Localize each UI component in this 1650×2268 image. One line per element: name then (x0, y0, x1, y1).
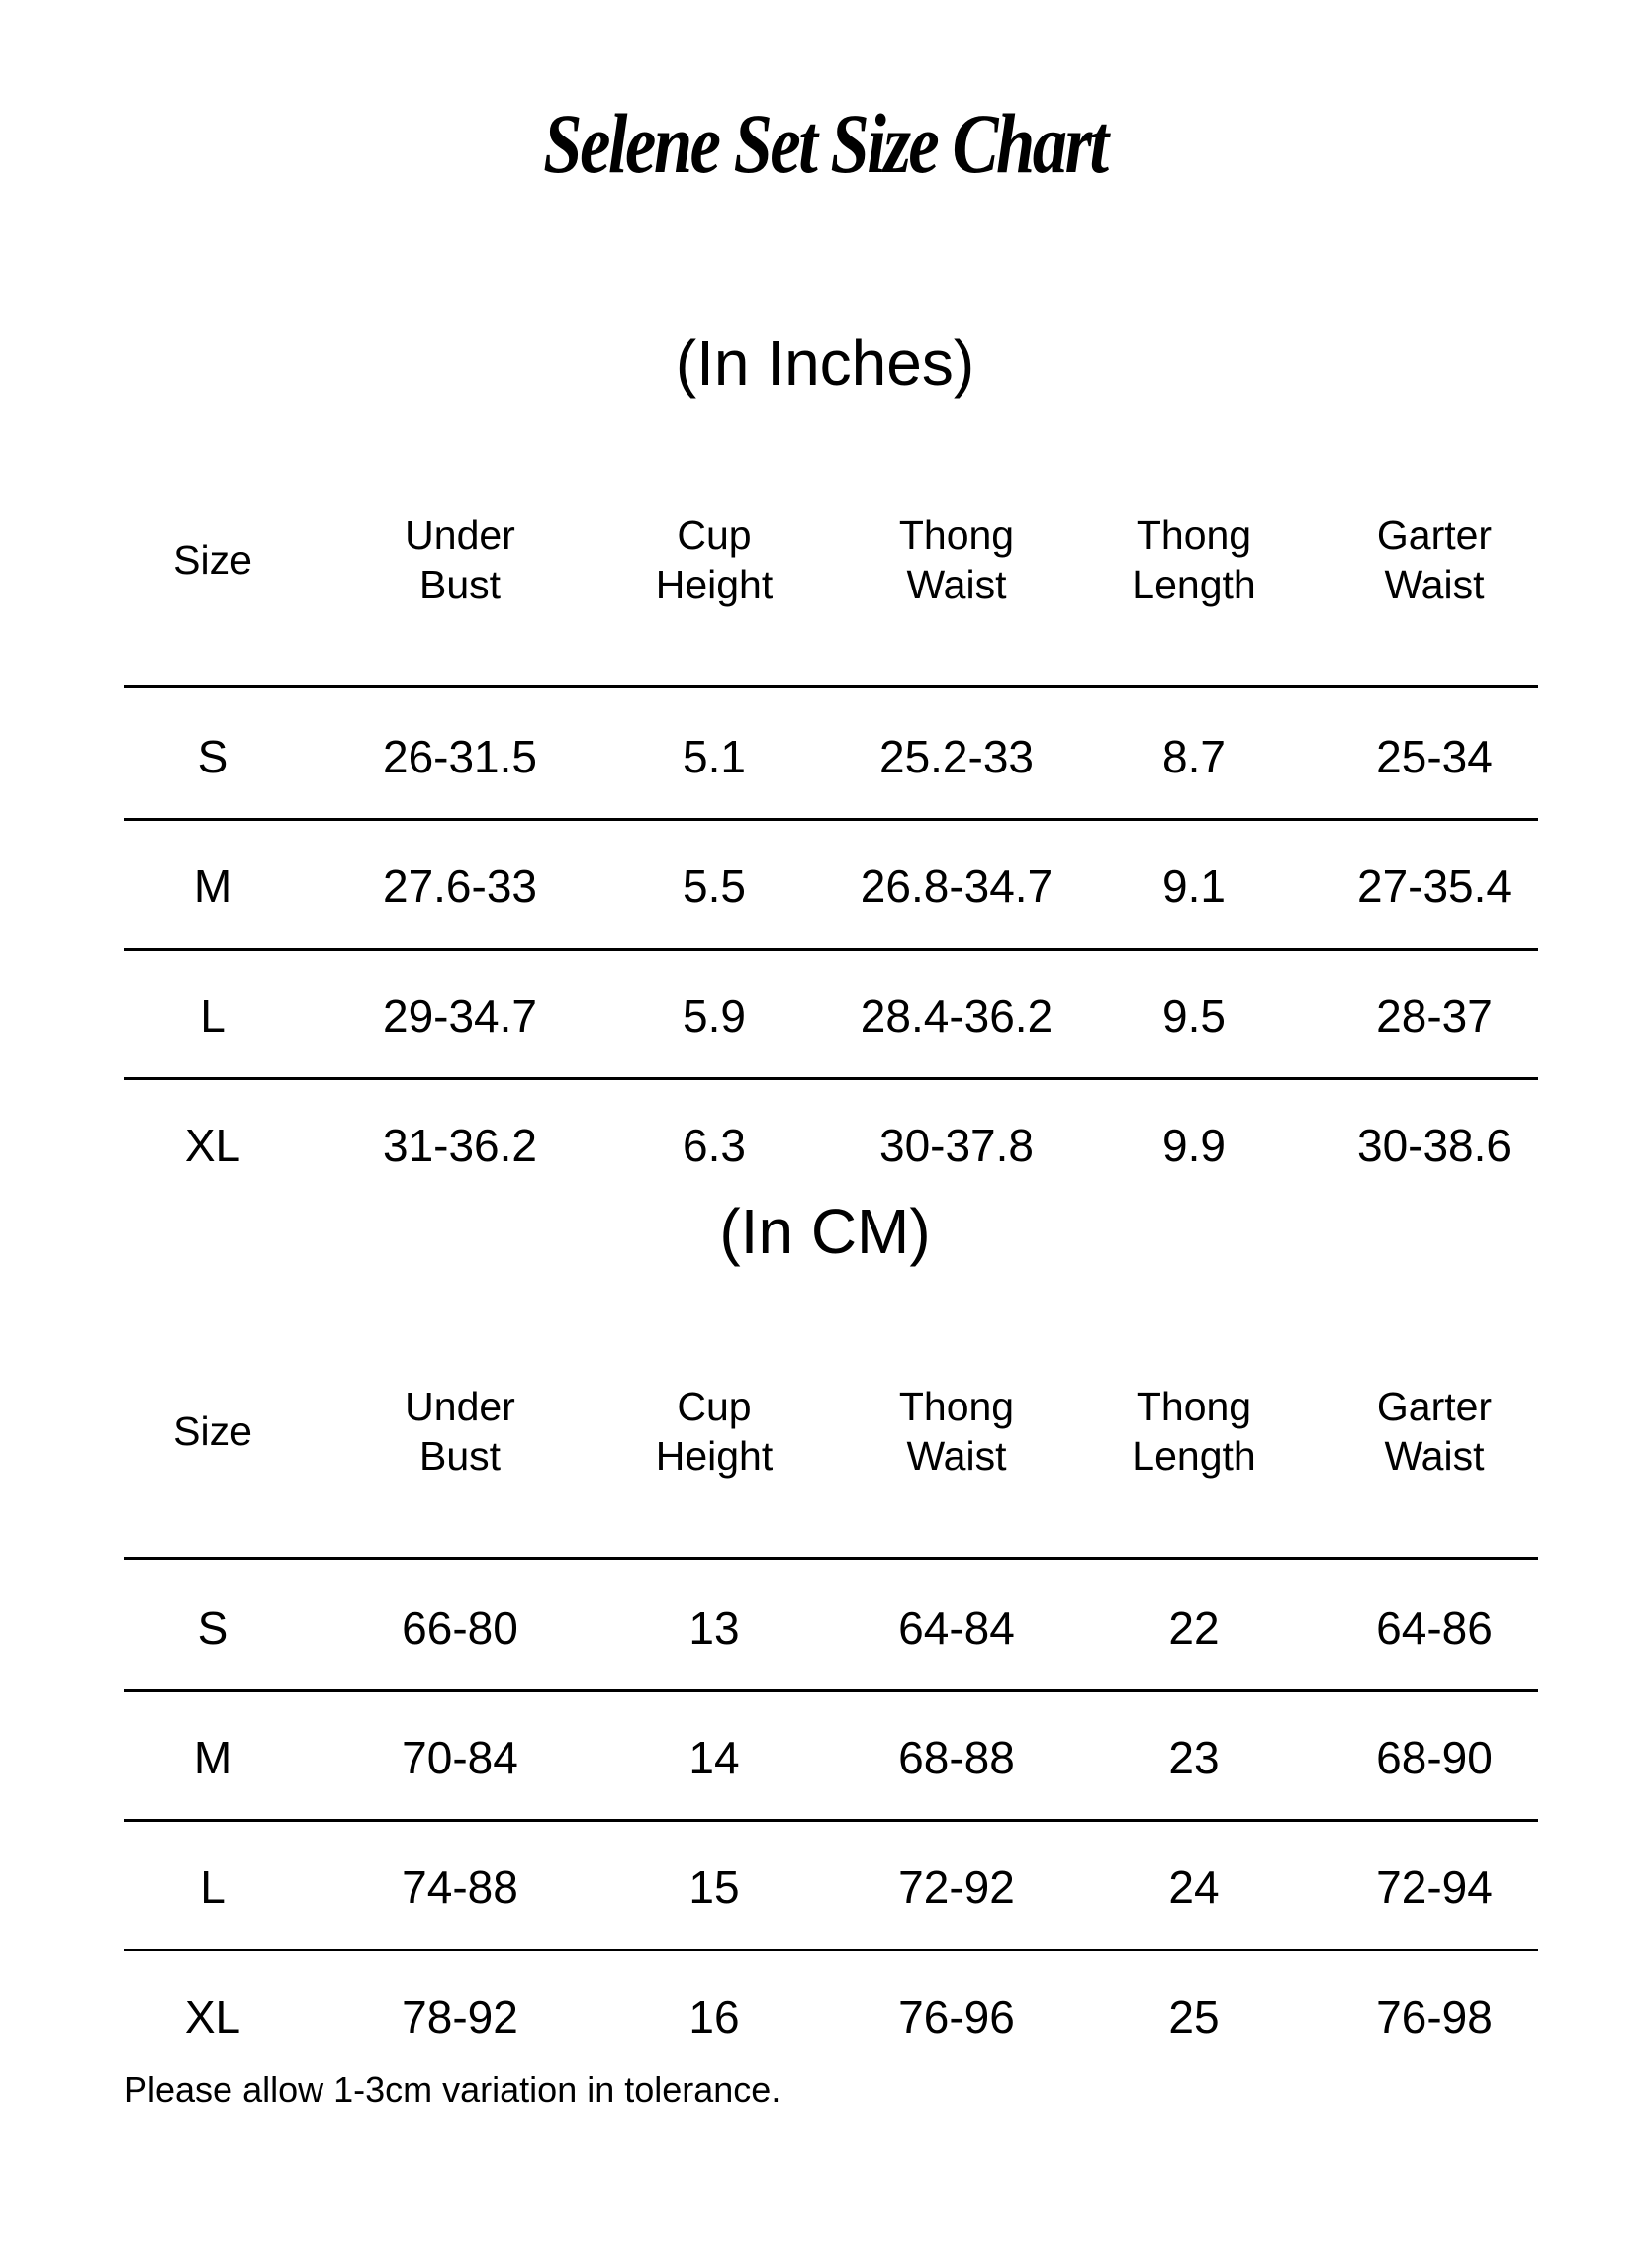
measurement-cell: 66-80 (402, 1601, 518, 1654)
column-header-line1: Thong (1136, 512, 1252, 558)
column-header-line1: Garter (1376, 512, 1493, 558)
measurement-cell: 68-88 (898, 1731, 1015, 1783)
table-row (124, 1080, 1538, 1210)
measurement-cell: 70-84 (402, 1731, 518, 1783)
measurement-cell: 74-88 (402, 1860, 518, 1913)
measurement-cell: 9.5 (1162, 989, 1226, 1042)
measurement-cell: 76-98 (1376, 1990, 1493, 2042)
table-row (124, 951, 1538, 1080)
page-title: Selene Set Size Chart (543, 96, 1107, 191)
column-header-line2: Height (655, 562, 774, 607)
measurement-cell: 14 (688, 1731, 740, 1783)
size-label: M (193, 1731, 232, 1783)
measurement-cell: 6.3 (683, 1119, 746, 1171)
divider (124, 1557, 1538, 1560)
measurement-cell: 15 (688, 1860, 740, 1913)
column-header-line2: Waist (1384, 562, 1485, 607)
measurement-cell: 22 (1168, 1601, 1220, 1654)
measurement-cell: 25-34 (1376, 730, 1493, 782)
measurement-cell: 25 (1168, 1990, 1220, 2042)
measurement-cell: 23 (1168, 1731, 1220, 1783)
measurement-cell: 30-38.6 (1356, 1119, 1512, 1171)
measurement-cell: 5.9 (683, 989, 746, 1042)
measurement-cell: 76-96 (898, 1990, 1015, 2042)
table-row (124, 821, 1538, 951)
column-header-line1: Cup (677, 512, 752, 558)
column-header-line2: Bust (418, 562, 502, 607)
size-label: XL (184, 1990, 241, 2042)
column-header-line1: Thong (1136, 1384, 1252, 1429)
cm-subtitle: (In CM) (719, 1196, 931, 1267)
column-header-line1: Under (405, 1384, 515, 1429)
table-header (124, 1382, 1538, 1530)
column-header-line1: Thong (898, 1384, 1015, 1429)
measurement-cell: 72-94 (1376, 1860, 1493, 1913)
column-header-line1: Thong (898, 512, 1015, 558)
column-header (848, 510, 1065, 609)
measurement-cell: 9.1 (1162, 860, 1226, 912)
column-header-line2: Waist (1384, 1433, 1485, 1479)
measurement-cell: 9.9 (1162, 1119, 1226, 1171)
table-row (124, 1563, 1538, 1692)
size-label: S (197, 1601, 229, 1654)
size-label: S (197, 730, 229, 782)
measurement-cell: 27-35.4 (1356, 860, 1512, 912)
measurement-cell: 72-92 (898, 1860, 1015, 1913)
measurement-cell: 16 (688, 1990, 740, 2042)
measurement-cell: 68-90 (1376, 1731, 1493, 1783)
column-header (1326, 1382, 1543, 1481)
column-header-line2: Waist (906, 562, 1007, 607)
column-header (848, 1382, 1065, 1481)
column-header-line2: Length (1132, 1433, 1256, 1479)
measurement-cell: 31-36.2 (382, 1119, 537, 1171)
measurement-cell: 26.8-34.7 (860, 860, 1054, 912)
measurement-cell: 78-92 (402, 1990, 518, 2042)
measurement-cell: 5.5 (683, 860, 746, 912)
cm-table (124, 1382, 1538, 2081)
inches-subtitle: (In Inches) (675, 327, 975, 399)
size-label: L (200, 989, 226, 1042)
table-row (124, 1822, 1538, 1951)
table-header (124, 510, 1538, 659)
column-header (104, 1406, 321, 1456)
column-header (1085, 510, 1303, 609)
column-header-line2: Height (655, 1433, 774, 1479)
column-header-line2: Waist (906, 1433, 1007, 1479)
measurement-cell: 29-34.7 (382, 989, 537, 1042)
measurement-cell: 30-37.8 (878, 1119, 1034, 1171)
column-header (104, 535, 321, 585)
column-header (1326, 510, 1543, 609)
column-header-line1: Cup (677, 1384, 752, 1429)
measurement-cell: 64-86 (1376, 1601, 1493, 1654)
column-header-line1: Garter (1376, 1384, 1493, 1429)
column-header-line2: Bust (418, 1433, 502, 1479)
size-label: L (200, 1860, 226, 1913)
size-label: M (193, 860, 232, 912)
measurement-cell: 28.4-36.2 (860, 989, 1054, 1042)
column-header-line1: Under (405, 512, 515, 558)
measurement-cell: 27.6-33 (382, 860, 537, 912)
tolerance-note: Please allow 1-3cm variation in tolerance. (124, 2069, 781, 2110)
table-row (124, 1951, 1538, 2081)
table-row (124, 1692, 1538, 1822)
column-header (605, 510, 823, 609)
measurement-cell: 25.2-33 (878, 730, 1034, 782)
measurement-cell: 5.1 (683, 730, 746, 782)
measurement-cell: 26-31.5 (382, 730, 537, 782)
column-header-line1: Size (173, 1408, 252, 1454)
measurement-cell: 8.7 (1162, 730, 1226, 782)
measurement-cell: 13 (688, 1601, 740, 1654)
column-header (1085, 1382, 1303, 1481)
column-header-line1: Size (173, 537, 252, 583)
measurement-cell: 64-84 (898, 1601, 1015, 1654)
table-row (124, 691, 1538, 821)
column-header (605, 1382, 823, 1481)
divider (124, 685, 1538, 688)
column-header (351, 510, 569, 609)
measurement-cell: 28-37 (1376, 989, 1493, 1042)
column-header (351, 1382, 569, 1481)
column-header-line2: Length (1132, 562, 1256, 607)
inches-table (124, 510, 1538, 1210)
measurement-cell: 24 (1168, 1860, 1220, 1913)
size-label: XL (184, 1119, 241, 1171)
